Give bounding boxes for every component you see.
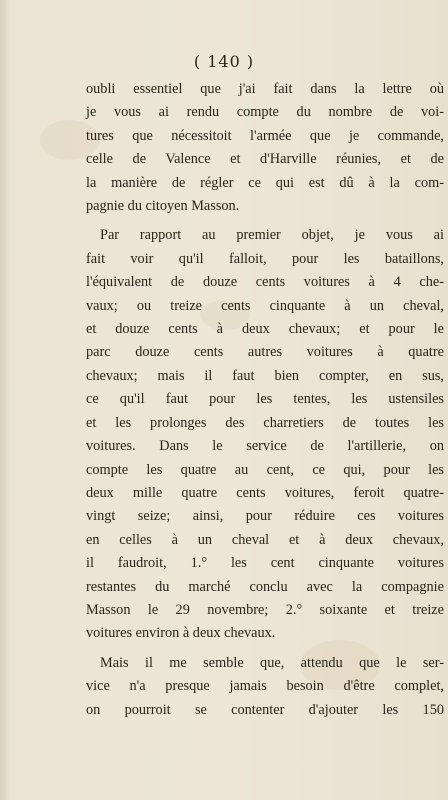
text-line: oubli essentiel que j'ai fait dans la lettre où — [86, 81, 444, 97]
text-line: chevaux; mais il faut bien compter, en sus, — [86, 367, 444, 384]
text-line: pagnie du citoyen Masson. — [86, 198, 240, 215]
text-line: voitures environ à deux chevaux. — [86, 625, 276, 642]
text-line: on pourroit se contenter d'ajouter les 150 — [86, 701, 444, 718]
text-line: Par rapport au premier objet, je vous ai — [100, 227, 444, 244]
text-line: Mais il me semble que, attendu que le ser- — [100, 654, 444, 671]
text-line: ce qu'il faut pour les tentes, les ustensiles — [86, 391, 444, 408]
text-line: compte les quatre au cent, ce qui, pour les — [86, 461, 444, 478]
text-line: celle de Valence et d'Harville réunies, et de — [86, 151, 444, 168]
page-number: ( 140 ) — [193, 52, 255, 71]
text-line: vaux; ou treize cents cinquante à un cheval, — [86, 297, 444, 314]
text-line: la manière de régler ce qui est dû à la com- — [86, 174, 444, 191]
text-line: en celles à un cheval et à deux chevaux, — [86, 531, 444, 548]
text-line: restantes du marché conclu avec la compagnie — [86, 578, 444, 595]
text-line: et les prolonges des charretiers de toutes les — [86, 414, 444, 431]
text-line: et douze cents à deux chevaux; et pour le — [86, 321, 444, 338]
text-line: vice n'a presque jamais besoin d'être complet, — [86, 678, 444, 695]
body-text — [86, 78, 444, 722]
text-line: il faudroit, 1.° les cent cinquante voitures — [86, 555, 444, 572]
text-line: parc douze cents autres voitures à quatre — [86, 344, 444, 361]
text-line: voitures. Dans le service de l'artillerie, on — [86, 438, 444, 455]
text-line: vingt seize; ainsi, pour réduire ces voitures — [86, 508, 444, 525]
text-line: tures que nécessitoit l'armée que je commande, — [86, 127, 444, 144]
text-line: deux mille quatre cents voitures, feroit quatre- — [86, 484, 444, 501]
text-line: l'équivalent de douze cents voitures à 4 che- — [86, 274, 444, 291]
text-line: je vous ai rendu compte du nombre de voi- — [86, 104, 444, 121]
text-line: fait voir qu'il falloit, pour les bataillons, — [86, 250, 444, 267]
text-line: Masson le 29 novembre; 2.° soixante et treize — [86, 601, 444, 618]
